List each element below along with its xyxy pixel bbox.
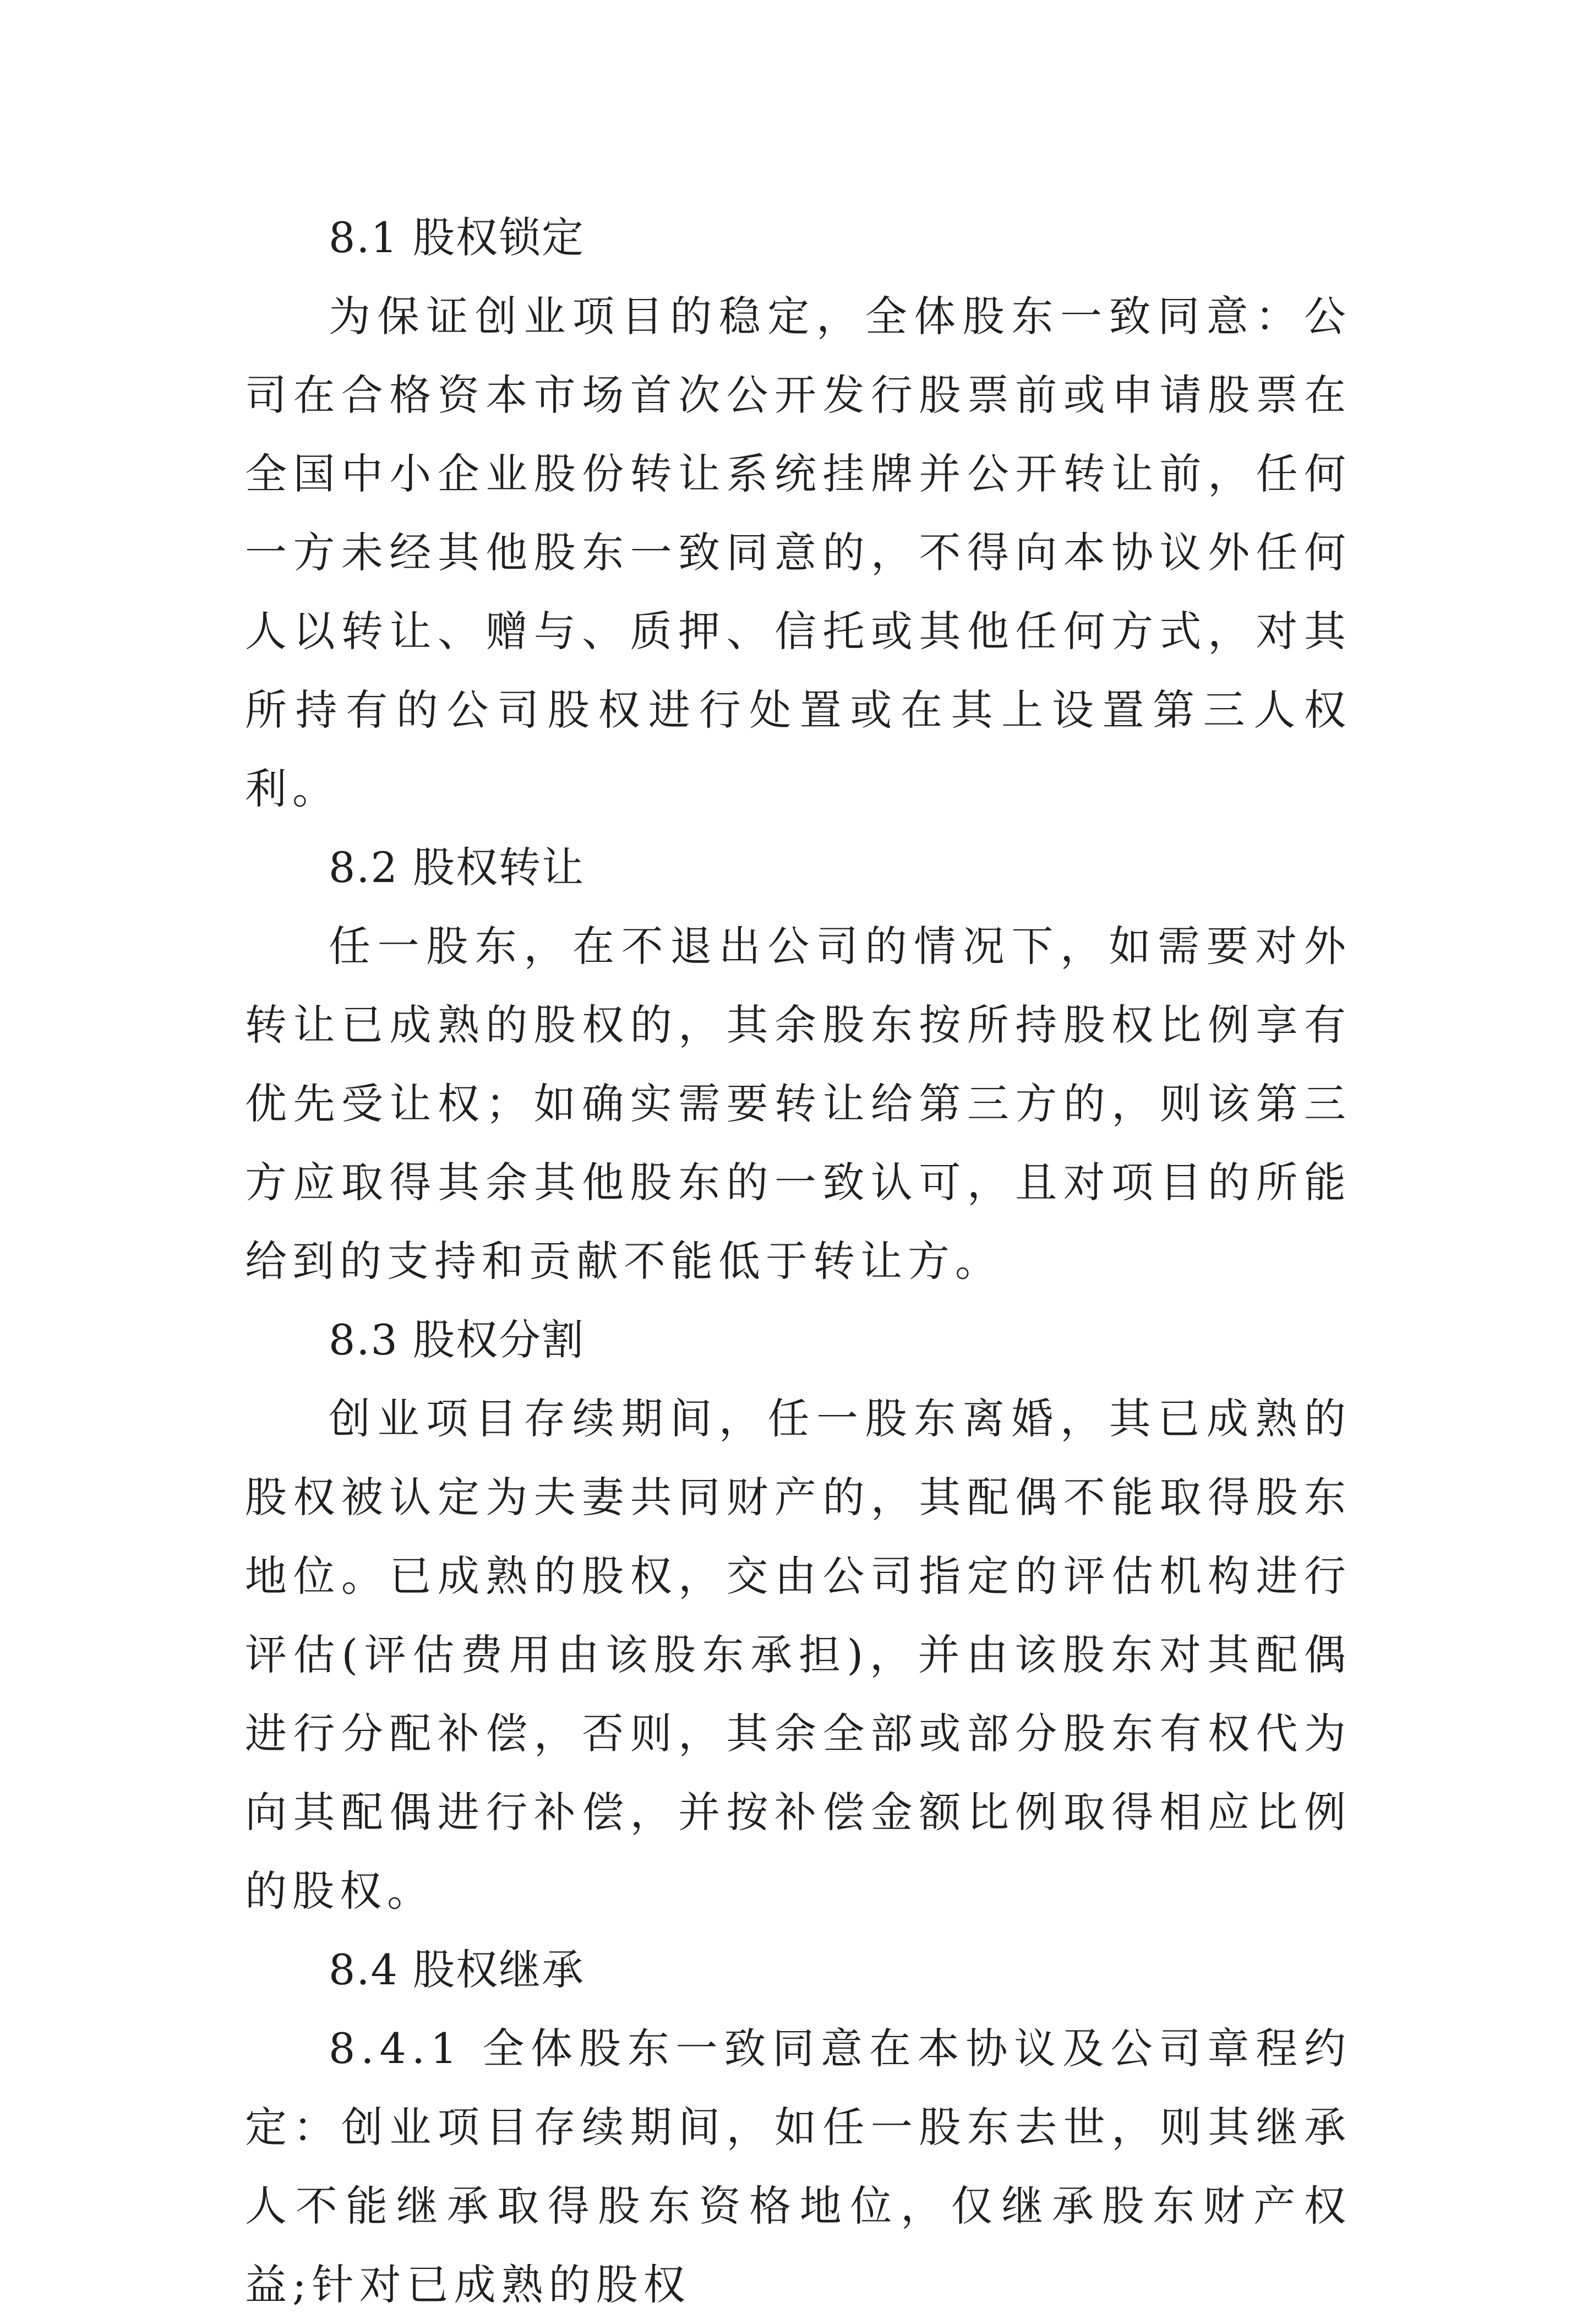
section-paragraph: 8.4.1 全体股东一致同意在本协议及公司章程约定：创业项目存续期间，如任一股东去世，则其继承人不能继承取得股东资格地位，仅继承股东财产权益;针对已成熟的股权 — [245, 2024, 1351, 2309]
section-paragraph: 任一股东，在不退出公司的情况下，如需要对外转让已成熟的股权的，其余股东按所持股权比例享有优先受让权；如确实需要转让给第三方的，则该第三方应取得其余其他股东的一致认可，且对项目的所能给到的支持和贡献不能低于转让方。 — [245, 922, 1351, 1286]
section-paragraph: 创业项目存续期间，任一股东离婚，其已成熟的股权被认定为夫妻共同财产的，其配偶不能取得股东地位。已成熟的股权，交由公司指定的评估机构进行评估(评估费用由该股东承担)，并由该股东对其配偶进行分配补偿，否则，其余全部或部分股东有权代为向其配偶进行补偿，并按补偿金额比例取得相应比例的股权。 — [245, 1394, 1351, 1915]
section-heading: 8.3 股权分割 — [329, 1315, 585, 1364]
section-8-4 — [245, 1930, 1351, 2324]
section-8-3 — [245, 1300, 1351, 1930]
section-heading: 8.1 股权锁定 — [329, 213, 585, 262]
section-8-2 — [245, 828, 1351, 1300]
document-body — [245, 198, 1351, 2324]
section-heading: 8.2 股权转让 — [329, 843, 585, 892]
section-8-1 — [245, 198, 1351, 828]
section-heading: 8.4 股权继承 — [329, 1945, 585, 1994]
section-paragraph: 为保证创业项目的稳定，全体股东一致同意：公司在合格资本市场首次公开发行股票前或申请股票在全国中小企业股份转让系统挂牌并公开转让前，任何一方未经其他股东一致同意的，不得向本协议外任何人以转让、赠与、质押、信托或其他任何方式，对其所持有的公司股权进行处置或在其上设置第三人权利。 — [245, 292, 1351, 813]
